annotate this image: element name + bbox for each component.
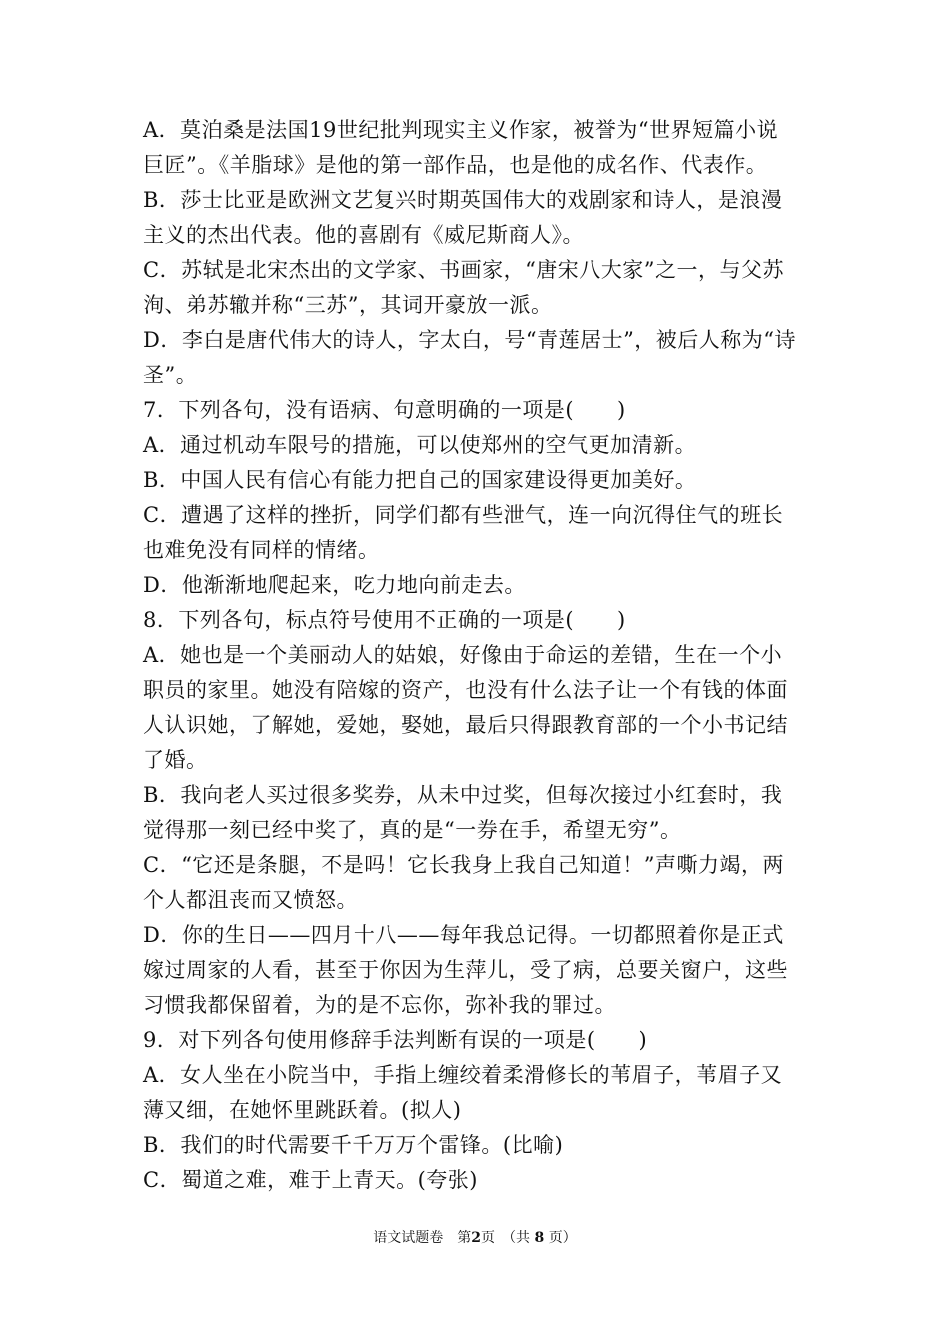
page-footer xyxy=(0,1228,950,1248)
text-line: 习惯我都保留着，为的是不忘你，弥补我的罪过。 xyxy=(143,993,616,1017)
document-body xyxy=(143,113,823,1198)
text-line: A．莫泊桑是法国19世纪批判现实主义作家，被誉为“世界短篇小说 xyxy=(143,118,779,142)
text-line: D．他渐渐地爬起来，吃力地向前走去。 xyxy=(143,573,526,597)
text-line: 圣”。 xyxy=(143,363,198,387)
text-line: D．你的生日——四月十八——每年我总记得。一切都照着你是正式 xyxy=(143,923,784,947)
text-line: 觉得那一刻已经中奖了，真的是“一券在手，希望无穷”。 xyxy=(143,818,682,842)
text-line: 巨匠”。《羊脂球》是他的第一部作品，也是他的成名作、代表作。 xyxy=(143,153,768,177)
text-line: B．我向老人买过很多奖券，从未中过奖，但每次接过小红套时，我 xyxy=(143,783,783,807)
text-line: C．遭遇了这样的挫折，同学们都有些泄气，连一向沉得住气的班长 xyxy=(143,503,784,527)
text-line: 职员的家里。她没有陪嫁的资产，也没有什么法子让一个有钱的体面 xyxy=(143,678,788,702)
text-line: 主义的杰出代表。他的喜剧有《威尼斯商人》。 xyxy=(143,223,584,247)
footer-middle: 页 （共 xyxy=(481,1230,531,1246)
text-line: 也难免没有同样的情绪。 xyxy=(143,538,380,562)
text-line: A．她也是一个美丽动人的姑娘，好像由于命运的差错，生在一个小 xyxy=(143,643,783,667)
question-7-stem: 7．下列各句，没有语病、句意明确的一项是( ) xyxy=(143,398,626,422)
question-8-stem: 8．下列各句，标点符号使用不正确的一项是( ) xyxy=(143,608,626,632)
footer-total-pages: 8 xyxy=(534,1230,545,1246)
question-9-stem: 9．对下列各句使用修辞手法判断有误的一项是( ) xyxy=(143,1028,648,1052)
text-line: B．我们的时代需要千千万万个雷锋。(比喻) xyxy=(143,1133,564,1157)
text-line: C．苏轼是北宋杰出的文学家、书画家，“唐宋八大家”之一，与父苏 xyxy=(143,258,785,282)
text-line: A．通过机动车限号的措施，可以使郑州的空气更加清新。 xyxy=(143,433,697,457)
text-line: C．“它还是条腿，不是吗！它长我身上我自己知道！”声嘶力竭，两 xyxy=(143,853,785,877)
text-line: A．女人坐在小院当中，手指上缠绞着柔滑修长的苇眉子，苇眉子又 xyxy=(143,1063,783,1087)
text-line: 洵、弟苏辙并称“三苏”，其词开豪放一派。 xyxy=(143,293,553,317)
text-line: 个人都沮丧而又愤怒。 xyxy=(143,888,358,912)
text-line: B．莎士比亚是欧洲文艺复兴时期英国伟大的戏剧家和诗人，是浪漫 xyxy=(143,188,783,212)
text-line: C．蜀道之难，难于上青天。(夸张) xyxy=(143,1168,478,1192)
footer-prefix: 语文试题卷 第 xyxy=(373,1230,472,1246)
text-line: D．李白是唐代伟大的诗人，字太白，号“青莲居士”，被后人称为“诗 xyxy=(143,328,797,352)
footer-suffix: 页） xyxy=(548,1230,577,1246)
text-line: 人认识她，了解她，爱她，娶她，最后只得跟教育部的一个小书记结 xyxy=(143,713,788,737)
text-line: B．中国人民有信心有能力把自己的国家建设得更加美好。 xyxy=(143,468,697,492)
text-line: 薄又细，在她怀里跳跃着。(拟人) xyxy=(143,1098,462,1122)
footer-current-page: 2 xyxy=(471,1230,482,1246)
text-line: 嫁过周家的人看，甚至于你因为生萍儿，受了病，总要关窗户，这些 xyxy=(143,958,788,982)
text-line: 了婚。 xyxy=(143,748,208,772)
